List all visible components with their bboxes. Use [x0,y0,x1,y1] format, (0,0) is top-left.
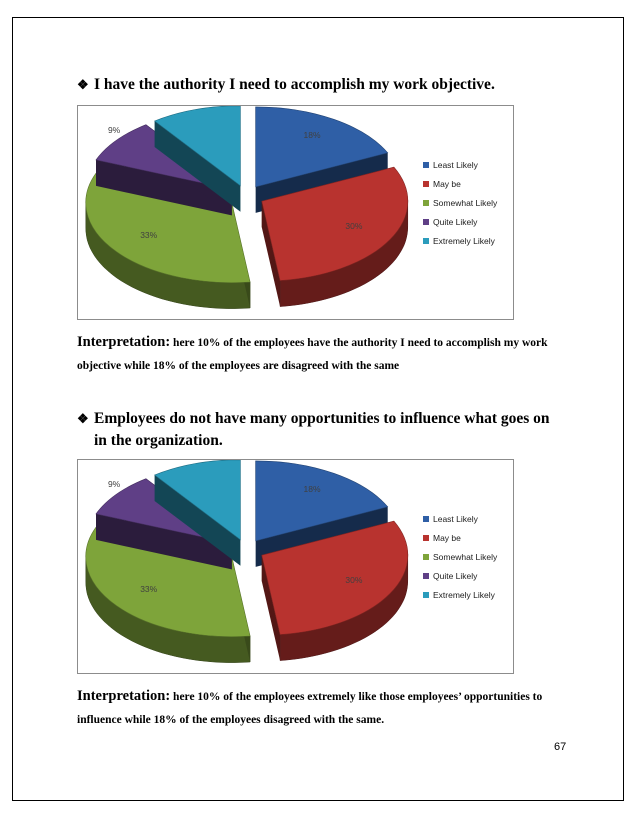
legend-entry: Least Likely [433,160,478,170]
pie-chart-1 [77,105,514,320]
pie-chart-2 [77,459,514,674]
legend-swatch [423,573,429,579]
legend-swatch [423,181,429,187]
legend-entry: May be [433,533,461,543]
pie-data-label: 33% [140,229,158,240]
chart-legend [423,514,498,600]
page-number: 67 [554,741,567,753]
section-1-title: I have the authority I need to accomplish my work objective. [94,76,495,93]
interpretation-body: here 10% of the employees extremely like those employees’ opportunities to influence while 18% of the employees disagreed with the same. [77,691,543,726]
pie-data-label: 18% [303,484,321,495]
pie-data-label: 9% [107,479,121,489]
diamond-bullet-icon: ❖ [77,411,89,426]
interpretation-lead: Interpretation: [77,688,171,704]
legend-entry: May be [433,179,461,189]
pie-chart-2-svg [78,460,515,675]
section-1-interpretation [77,331,567,378]
legend-entry: Quite Likely [433,217,478,227]
legend-swatch [423,200,429,206]
legend-entry: Quite Likely [433,571,478,581]
pie-data-label: 18% [303,130,321,141]
legend-swatch [423,238,429,244]
legend-entry: Extremely Likely [433,236,495,246]
section-2-heading [77,408,564,452]
interpretation-body: here 10% of the employees have the authority I need to accomplish my work objective while 18% of the employees are disagreed with the same [77,337,548,372]
pie-data-label: 9% [107,125,121,135]
legend-entry: Least Likely [433,514,478,524]
pie-data-label: 33% [140,583,158,594]
section-1-heading [77,74,564,96]
legend-swatch [423,162,429,168]
pie-data-label: 30% [345,575,363,585]
legend-entry: Extremely Likely [433,590,495,600]
legend-entry: Somewhat Likely [433,552,498,562]
legend-swatch [423,554,429,560]
legend-swatch [423,219,429,225]
legend-swatch [423,535,429,541]
pie-chart-1-svg [78,106,515,321]
pie-data-label: 30% [345,221,363,231]
legend-entry: Somewhat Likely [433,198,498,208]
diamond-bullet-icon: ❖ [77,77,89,92]
section-2-interpretation [77,685,567,732]
chart-legend [423,160,498,246]
legend-swatch [423,516,429,522]
legend-swatch [423,592,429,598]
interpretation-lead: Interpretation: [77,334,171,350]
section-2-title: Employees do not have many opportunities to influence what goes on in the organization. [94,410,550,449]
